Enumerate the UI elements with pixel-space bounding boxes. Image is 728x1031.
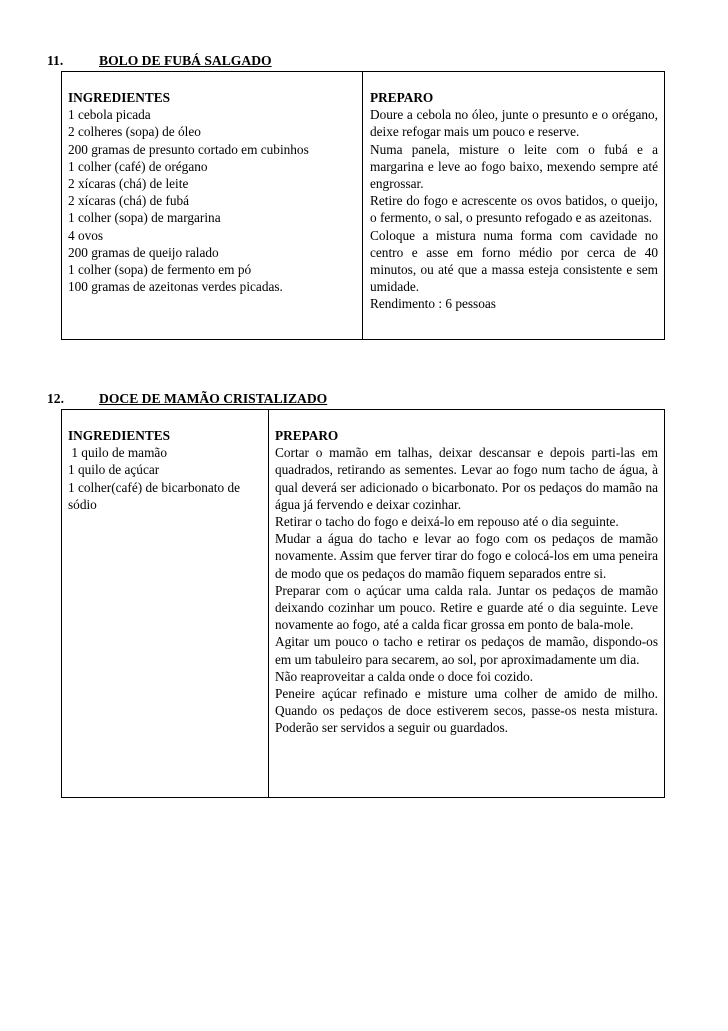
ingredient-item: 100 gramas de azeitonas verdes picadas. — [68, 279, 283, 295]
ingredient-item: 1 colher (sopa) de fermento em pó — [68, 262, 252, 278]
recipe-title: DOCE DE MAMÃO CRISTALIZADO — [99, 391, 328, 406]
preparation-heading: PREPARO — [275, 428, 339, 443]
preparation-paragraph: Preparar com o açúcar uma calda rala. Juntar os pedaços de mamão deixando cozinhar um pouco. Retire e guarde até o dia seguinte. Leve novamente ao fogo, até a calda ficar grossa em ponto de bala-mole. — [275, 582, 658, 633]
yield-text: Rendimento : 6 pessoas — [370, 296, 496, 312]
preparation-paragraph: Retirar o tacho do fogo e deixá-lo em repouso até o dia seguinte. — [275, 514, 619, 530]
preparation-paragraph: Doure a cebola no óleo, junte o presunto e o orégano, deixe refogar mais um pouco e reserve. — [370, 107, 658, 140]
preparation-heading: PREPARO — [370, 90, 434, 105]
preparation-paragraph: Numa panela, misture o leite com o fubá e a margarina e leve ao fogo baixo, mexendo sempre até engrossar. — [370, 141, 658, 192]
preparation-column — [268, 410, 664, 797]
ingredients-heading: INGREDIENTES — [68, 90, 170, 105]
ingredients-column — [62, 72, 362, 339]
preparation-paragraph: Mudar a água do tacho e levar ao fogo com os pedaços de mamão novamente. Assim que ferver tirar do fogo e colocá-los em uma peneira de modo que os pedaços do mamão fiquem separados entre si. — [275, 531, 658, 581]
preparation-paragraph: Não reaproveitar a calda onde o doce foi cozido. — [275, 668, 534, 684]
ingredient-item: 2 colheres (sopa) de óleo — [68, 124, 201, 140]
ingredients-column — [62, 410, 268, 797]
ingredient-item: 1 quilo de mamão — [68, 445, 167, 461]
recipe-box — [61, 71, 665, 340]
ingredients-heading: INGREDIENTES — [68, 428, 170, 443]
recipe-box — [61, 409, 665, 798]
recipe-number: 12. — [47, 391, 64, 406]
ingredient-item: 200 gramas de queijo ralado — [68, 244, 219, 260]
ingredient-item: 2 xícaras (chá) de leite — [68, 176, 189, 192]
recipe-number: 11. — [47, 53, 64, 68]
ingredient-item: 200 gramas de presunto cortado em cubinhos — [68, 141, 309, 157]
ingredient-item: 1 colher (sopa) de margarina — [68, 210, 221, 226]
ingredient-item: 4 ovos — [68, 227, 104, 243]
recipe-title: BOLO DE FUBÁ SALGADO — [99, 53, 272, 68]
ingredient-item: 1 colher(café) de bicarbonato de sódio — [68, 479, 241, 512]
preparation-paragraph: Coloque a mistura numa forma com cavidade no centro e asse em forno médio por cerca de 40 minutos, ou até que a massa esteja consistente e sem umidade. — [370, 227, 658, 295]
ingredient-item: 1 cebola picada — [68, 107, 151, 123]
preparation-paragraph: Retire do fogo e acrescente os ovos batidos, o queijo, o fermento, o sal, o presunto refogado e as azeitonas. — [370, 193, 658, 226]
preparation-column — [362, 72, 664, 339]
ingredient-item: 1 quilo de açúcar — [68, 462, 160, 478]
preparation-paragraph: Agitar um pouco o tacho e retirar os pedaços de mamão, dispondo-os em um tabuleiro para secarem, ao sol, por aproximadamente um dia. — [275, 634, 658, 667]
preparation-paragraph: Peneire açúcar refinado e misture uma colher de amido de milho. Quando os pedaços de doce estiverem secos, passe-os nesta mistura. Poderão ser servidos a seguir ou guardados. — [275, 686, 658, 736]
ingredient-item: 2 xícaras (chá) de fubá — [68, 193, 190, 209]
preparation-paragraph: Cortar o mamão em talhas, deixar descansar e depois parti-las em quadrados, retirando as sementes. Levar ao fogo num tacho de água, à qual deverá ser adicionado o bicarbonato. Por os pedaços do mamão na água já fervendo e deixar cozinhar. — [275, 445, 658, 512]
ingredient-item: 1 colher (café) de orégano — [68, 158, 208, 174]
